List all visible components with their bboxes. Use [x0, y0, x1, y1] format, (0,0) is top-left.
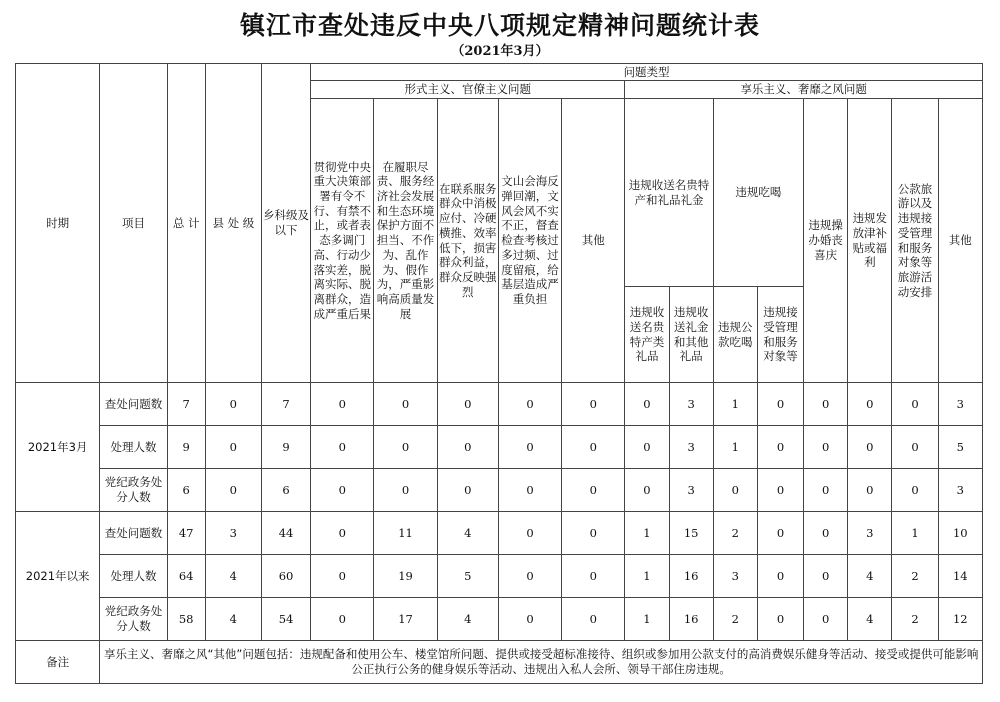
cell-h7: 0 [892, 469, 938, 512]
cell-f1: 0 [311, 426, 374, 469]
period-block-ytd [16, 512, 983, 641]
cell-h4: 0 [757, 555, 803, 598]
cell-f4: 0 [498, 469, 561, 512]
period-block-march [16, 383, 983, 512]
row-item: 党纪政务处分人数 [100, 598, 167, 641]
header-gift-money: 违规收送礼金和其他礼品 [669, 287, 713, 383]
cell-h2: 15 [669, 512, 713, 555]
header-formalism-meetings: 文山会海反弹回潮，文风会风不实不正，督查检查考核过多过频、过度留痕，给基层造成严重负担 [498, 99, 561, 383]
cell-f5: 0 [562, 383, 625, 426]
cell-h8: 10 [938, 512, 982, 555]
cell-f2: 0 [374, 469, 437, 512]
cell-f2: 11 [374, 512, 437, 555]
cell-f5: 0 [562, 426, 625, 469]
cell-f1: 0 [311, 598, 374, 641]
cell-f5: 0 [562, 512, 625, 555]
cell-h7: 2 [892, 555, 938, 598]
header-period: 时期 [16, 64, 100, 383]
cell-f2: 0 [374, 426, 437, 469]
cell-h1: 0 [625, 469, 669, 512]
row-item: 查处问题数 [100, 383, 167, 426]
cell-h5: 0 [804, 383, 848, 426]
note-row [16, 641, 983, 684]
cell-township: 54 [261, 598, 310, 641]
cell-f1: 0 [311, 469, 374, 512]
header-formalism-duty: 在履职尽责、服务经济社会发展和生态环境保护方面不担当、不作为、乱作为、假作为，严重影响高质量发展 [374, 99, 437, 383]
header-formalism: 形式主义、官僚主义问题 [311, 81, 625, 99]
cell-h2: 3 [669, 426, 713, 469]
header-travel: 公款旅游以及违规接受管理和服务对象等旅游活动安排 [892, 99, 938, 383]
cell-f3: 0 [437, 383, 498, 426]
cell-f1: 0 [311, 383, 374, 426]
cell-h5: 0 [804, 555, 848, 598]
table-row [16, 598, 983, 641]
cell-f5: 0 [562, 469, 625, 512]
cell-f1: 0 [311, 512, 374, 555]
cell-county: 3 [205, 512, 261, 555]
cell-h2: 3 [669, 469, 713, 512]
note-text: 享乐主义、奢靡之风“其他”问题包括：违规配备和使用公车、楼堂馆所问题、提供或接受超标准接待、组织或参加用公款支付的高消费娱乐健身等活动、接受或提供可能影响公正执行公务的健身娱乐等活动、违规出入私人会所、领导干部住房违规。 [100, 641, 983, 684]
cell-h1: 1 [625, 512, 669, 555]
header-formalism-decision: 贯彻党中央重大决策部署有令不行、有禁不止，或者表态多调门高、行动少落实差，脱离实际、脱离群众，造成严重后果 [311, 99, 374, 383]
cell-h7: 0 [892, 426, 938, 469]
cell-h8: 5 [938, 426, 982, 469]
cell-h1: 1 [625, 555, 669, 598]
header-county-level: 县 处 级 [205, 64, 261, 383]
header-eating-clients: 违规接受管理和服务对象等 [757, 287, 803, 383]
cell-h8: 14 [938, 555, 982, 598]
header-eating: 违规吃喝 [713, 99, 803, 287]
cell-total: 6 [167, 469, 205, 512]
header-wedding: 违规操办婚丧喜庆 [804, 99, 848, 383]
cell-township: 60 [261, 555, 310, 598]
cell-f2: 0 [374, 383, 437, 426]
header-subsidy: 违规发放津补贴或福利 [848, 99, 892, 383]
cell-county: 0 [205, 469, 261, 512]
cell-f1: 0 [311, 555, 374, 598]
cell-h7: 2 [892, 598, 938, 641]
row-item: 查处问题数 [100, 512, 167, 555]
cell-h2: 16 [669, 555, 713, 598]
cell-h3: 2 [713, 512, 757, 555]
cell-county: 4 [205, 598, 261, 641]
cell-h4: 0 [757, 469, 803, 512]
statistics-table [15, 63, 983, 684]
cell-f4: 0 [498, 383, 561, 426]
cell-h3: 0 [713, 469, 757, 512]
cell-h5: 0 [804, 598, 848, 641]
cell-h8: 3 [938, 469, 982, 512]
cell-h1: 1 [625, 598, 669, 641]
cell-county: 0 [205, 426, 261, 469]
table-row [16, 512, 983, 555]
cell-h6: 4 [848, 598, 892, 641]
header-formalism-service: 在联系服务群众中消极应付、冷硬横推、效率低下，损害群众利益，群众反映强烈 [437, 99, 498, 383]
cell-h4: 0 [757, 512, 803, 555]
cell-h4: 0 [757, 426, 803, 469]
cell-h4: 0 [757, 383, 803, 426]
cell-f4: 0 [498, 555, 561, 598]
cell-township: 9 [261, 426, 310, 469]
header-hedonism-other: 其他 [938, 99, 982, 383]
cell-f3: 5 [437, 555, 498, 598]
table-row [16, 469, 983, 512]
cell-total: 7 [167, 383, 205, 426]
cell-f4: 0 [498, 598, 561, 641]
table-row [16, 426, 983, 469]
header-gift: 违规收送名贵特产和礼品礼金 [625, 99, 713, 287]
cell-h1: 0 [625, 426, 669, 469]
table-row [16, 383, 983, 426]
cell-township: 6 [261, 469, 310, 512]
cell-f5: 0 [562, 598, 625, 641]
period-label: 2021年3月 [16, 383, 100, 512]
page-subtitle: （2021年3月） [451, 44, 549, 59]
header-township-level: 乡科级及以下 [261, 64, 310, 383]
cell-h8: 3 [938, 383, 982, 426]
cell-county: 4 [205, 555, 261, 598]
cell-h2: 16 [669, 598, 713, 641]
cell-township: 7 [261, 383, 310, 426]
cell-h6: 0 [848, 383, 892, 426]
cell-h2: 3 [669, 383, 713, 426]
cell-f3: 4 [437, 512, 498, 555]
cell-county: 0 [205, 383, 261, 426]
header-formalism-other: 其他 [562, 99, 625, 383]
cell-h7: 0 [892, 383, 938, 426]
cell-total: 58 [167, 598, 205, 641]
table-row [16, 555, 983, 598]
row-item: 党纪政务处分人数 [100, 469, 167, 512]
cell-h3: 3 [713, 555, 757, 598]
cell-f2: 19 [374, 555, 437, 598]
cell-h6: 0 [848, 426, 892, 469]
row-item: 处理人数 [100, 426, 167, 469]
cell-h6: 4 [848, 555, 892, 598]
cell-f3: 4 [437, 598, 498, 641]
cell-h3: 2 [713, 598, 757, 641]
header-gift-specialty: 违规收送名贵特产类礼品 [625, 287, 669, 383]
cell-total: 9 [167, 426, 205, 469]
cell-f3: 0 [437, 426, 498, 469]
cell-f2: 17 [374, 598, 437, 641]
cell-total: 47 [167, 512, 205, 555]
period-label: 2021年以来 [16, 512, 100, 641]
cell-h3: 1 [713, 383, 757, 426]
cell-h6: 0 [848, 469, 892, 512]
cell-h8: 12 [938, 598, 982, 641]
cell-f3: 0 [437, 469, 498, 512]
header-problem-type: 问题类型 [311, 64, 983, 81]
note-label: 备注 [16, 641, 100, 684]
cell-h1: 0 [625, 383, 669, 426]
cell-f5: 0 [562, 555, 625, 598]
cell-h5: 0 [804, 512, 848, 555]
page-title: 镇江市查处违反中央八项规定精神问题统计表 [239, 11, 760, 40]
cell-h3: 1 [713, 426, 757, 469]
cell-h5: 0 [804, 426, 848, 469]
cell-h6: 3 [848, 512, 892, 555]
row-item: 处理人数 [100, 555, 167, 598]
cell-total: 64 [167, 555, 205, 598]
header-hedonism: 享乐主义、奢靡之风问题 [625, 81, 983, 99]
cell-f4: 0 [498, 512, 561, 555]
cell-h4: 0 [757, 598, 803, 641]
cell-township: 44 [261, 512, 310, 555]
cell-h7: 1 [892, 512, 938, 555]
header-total: 总 计 [167, 64, 205, 383]
header-item: 项目 [100, 64, 167, 383]
cell-h5: 0 [804, 469, 848, 512]
header-eating-public: 违规公款吃喝 [713, 287, 757, 383]
cell-f4: 0 [498, 426, 561, 469]
